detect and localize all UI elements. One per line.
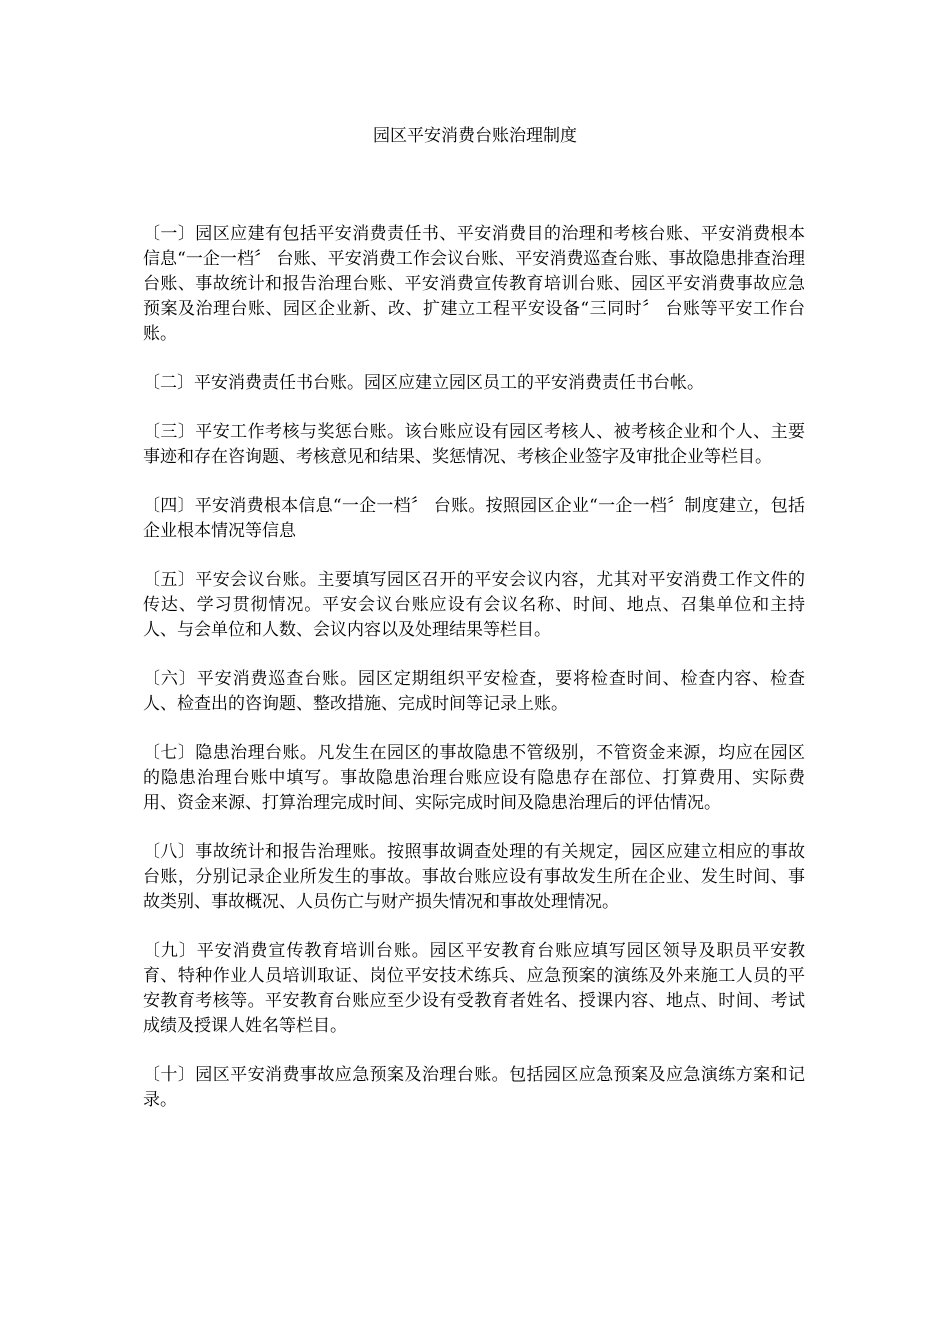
paragraph-10: 〔十〕园区平安消费事故应急预案及治理台账。包括园区应急预案及应急演练方案和记录。 <box>143 1065 805 1110</box>
paragraph-3: 〔三〕平安工作考核与奖惩台账。该台账应设有园区考核人、被考核企业和个人、主要事迹和存在咨询题、考核意见和结果、奖惩情况、考核企业签字及审批企业等栏目。 <box>143 422 805 467</box>
paragraph-5: 〔五〕平安会议台账。主要填写园区召开的平安会议内容，尤其对平安消费工作文件的传达、学习贯彻情况。平安会议台账应设有会议名称、时间、地点、召集单位和主持人、与会单位和人数、会议内容以及处理结果等栏目。 <box>143 570 805 640</box>
paragraph-9: 〔九〕平安消费宣传教育培训台账。园区平安教育台账应填写园区领导及职员平安教育、特种作业人员培训取证、岗位平安技术练兵、应急预案的演练及外来施工人员的平安教育考核等。平安教育台账应至少设有受教育者姓名、授课内容、地点、时间、考试成绩及授课人姓名等栏目。 <box>143 941 805 1036</box>
paragraph-2: 〔二〕平安消费责任书台账。园区应建立园区员工的平安消费责任书台帐。 <box>143 373 704 393</box>
document-title: 园区平安消费台账治理制度 <box>373 126 577 146</box>
paragraph-6: 〔六〕平安消费巡查台账。园区定期组织平安检查，要将检查时间、检查内容、检查人、检查出的咨询题、整改措施、完成时间等记录上账。 <box>143 669 805 714</box>
paragraph-1: 〔一〕园区应建有包括平安消费责任书、平安消费目的治理和考核台账、平安消费根本信息“一企一档〞 台账、平安消费工作会议台账、平安消费巡查台账、事故隐患排查治理台账、事故统计和报告治理台账、平安消费宣传教育培训台账、园区平安消费事故应急预案及治理台账、园区企业新、改、扩建立工程平安设备“三同时〞 台账等平安工作台账。 <box>143 224 805 344</box>
paragraph-8: 〔八〕事故统计和报告治理账。按照事故调查处理的有关规定，园区应建立相应的事故台账，分别记录企业所发生的事故。事故台账应设有事故发生所在企业、发生时间、事故类别、事故概况、人员伤亡与财产损失情况和事故处理情况。 <box>143 842 805 912</box>
paragraph-7: 〔七〕隐患治理台账。凡发生在园区的事故隐患不管级别，不管资金来源，均应在园区的隐患治理台账中填写。事故隐患治理台账应设有隐患存在部位、打算费用、实际费用、资金来源、打算治理完成时间、实际完成时间及隐患治理后的评估情况。 <box>143 743 805 813</box>
paragraph-4: 〔四〕平安消费根本信息“一企一档〞 台账。按照园区企业“一企一档〞制度建立，包括企业根本情况等信息 <box>143 496 805 541</box>
document-body <box>143 222 805 1137</box>
